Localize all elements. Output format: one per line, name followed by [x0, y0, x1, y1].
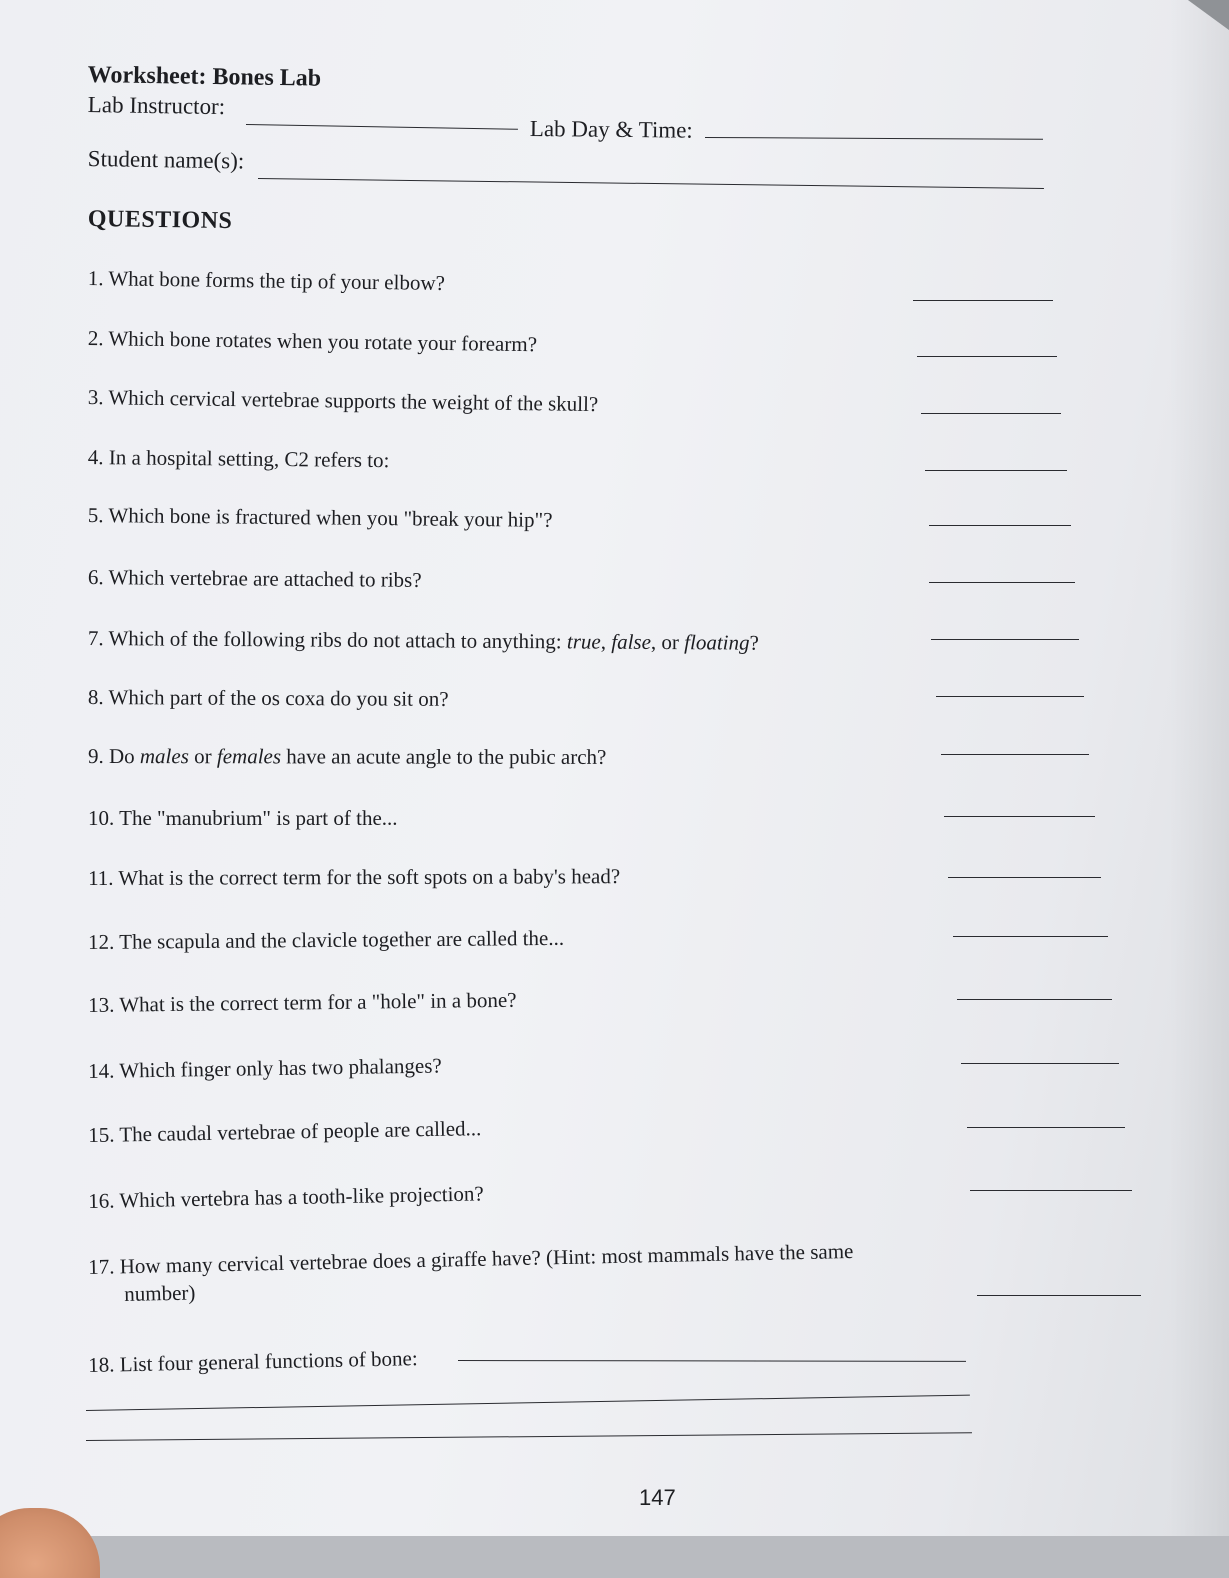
answer-line-17[interactable]: [977, 1295, 1141, 1296]
option-females: females: [216, 744, 282, 769]
question-10: 10. The "manubrium" is part of the...: [88, 806, 398, 830]
question-17: 17. How many cervical vertebrae does a giraffe have? (Hint: most mammals have the same: [88, 1238, 854, 1279]
answer-line-7[interactable]: [931, 639, 1079, 640]
lab-instructor-label: Lab Instructor:: [87, 92, 226, 120]
student-names-label: Student name(s):: [87, 146, 245, 174]
question-4: 4. In a hospital setting, C2 refers to:: [87, 445, 390, 473]
lab-day-time-label: Lab Day & Time:: [529, 116, 693, 143]
question-13: 13. What is the correct term for a "hole" in a bone?: [88, 987, 517, 1017]
page-edge-shadow: [1169, 0, 1229, 1536]
separator: ,: [600, 629, 612, 654]
question-14: 14. Which finger only has two phalanges?: [88, 1053, 442, 1083]
question-8: 8. Which part of the os coxa do you sit on?: [87, 685, 449, 711]
answer-line-6[interactable]: [929, 582, 1075, 583]
question-2: 2. Which bone rotates when you rotate your forearm?: [87, 326, 538, 357]
question-18: 18. List four general functions of bone:: [88, 1346, 418, 1377]
option-true: true: [566, 629, 601, 654]
question-9-text: 9. Do: [87, 744, 140, 769]
question-12: 12. The scapula and the clavicle together are called the...: [88, 925, 565, 954]
answer-line-11[interactable]: [948, 877, 1101, 878]
separator: or: [188, 744, 217, 769]
answer-line-16[interactable]: [970, 1190, 1132, 1191]
question-1: 1. What bone forms the tip of your elbow?: [87, 266, 446, 295]
answer-line-13[interactable]: [957, 999, 1112, 1000]
option-floating: floating: [684, 630, 750, 655]
worksheet-title: Worksheet: Bones Lab: [87, 62, 322, 92]
answer-line-2[interactable]: [917, 356, 1057, 357]
option-false: false: [611, 629, 652, 654]
question-7: [88, 626, 759, 656]
question-mark: ?: [749, 630, 759, 655]
answer-line-14[interactable]: [961, 1063, 1119, 1064]
question-17-continued: number): [124, 1280, 196, 1306]
answer-line-8[interactable]: [936, 696, 1084, 697]
answer-line-10[interactable]: [944, 816, 1095, 817]
answer-line-9[interactable]: [941, 754, 1089, 755]
question-6: 6. Which vertebrae are attached to ribs?: [87, 565, 422, 592]
question-11: 11. What is the correct term for the soft spots on a baby's head?: [88, 864, 621, 890]
answer-line-1[interactable]: [913, 300, 1053, 301]
answer-line-15[interactable]: [967, 1127, 1125, 1128]
answer-line-4[interactable]: [925, 470, 1067, 471]
question-7-text: 7. Which of the following ribs do not attach to anything:: [87, 626, 568, 654]
page-number: 147: [639, 1485, 676, 1510]
answer-line-5[interactable]: [929, 525, 1071, 526]
question-5: 5. Which bone is fractured when you "break your hip"?: [87, 503, 553, 532]
question-3: 3. Which cervical vertebrae supports the weight of the skull?: [87, 385, 599, 417]
questions-heading: QUESTIONS: [87, 206, 233, 235]
question-9: [88, 744, 606, 770]
separator: , or: [650, 629, 685, 655]
answer-line-12[interactable]: [953, 936, 1108, 937]
answer-line-3[interactable]: [921, 413, 1061, 414]
question-9-rest: have an acute angle to the pubic arch?: [281, 744, 607, 769]
option-males: males: [139, 744, 189, 769]
question-16: 16. Which vertebra has a tooth-like projection?: [88, 1181, 484, 1213]
question-15: 15. The caudal vertebrae of people are called...: [88, 1116, 482, 1147]
